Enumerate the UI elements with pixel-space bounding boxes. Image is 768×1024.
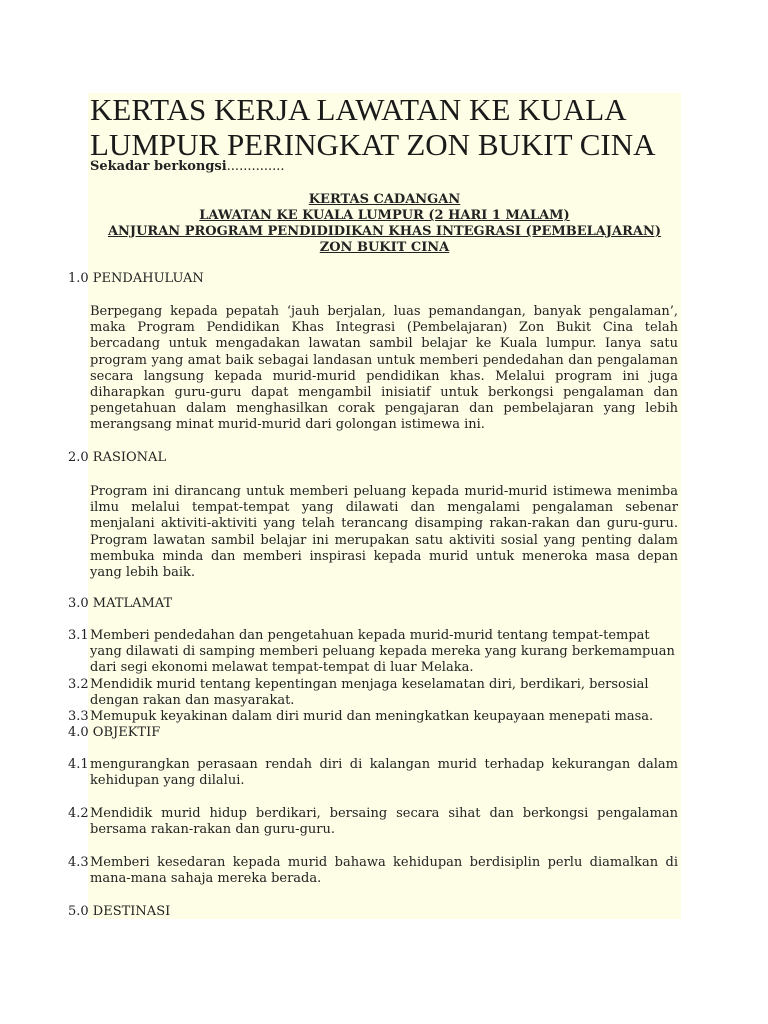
subtitle-dots: .............. <box>226 159 285 174</box>
item-number: 3.2 <box>68 677 89 692</box>
heading-line-1: KERTAS CADANGAN <box>308 192 461 207</box>
paragraph-rasional: Program ini dirancang untuk memberi peluang kepada murid-murid istimewa menimba ilmu melalui tempat-tempat yang dilawati dan mengalami pengalaman sebenar menjalani aktiviti-aktiviti yang telah terancang disamping rakan-rakan dan guru-guru. Program lawatan sambil belajar ini merupakan satu aktiviti sosial yang penting dalam membuka minda dan memberi inspirasi kepada murid untuk meneroka masa depan yang lebih baik. <box>90 484 678 581</box>
item-text: mengurangkan perasaan rendah diri di kalangan murid terhadap kekurangan dalam kehidupan yang dilalui. <box>90 757 678 789</box>
item-number: 4.1 <box>68 757 89 772</box>
document-title: KERTAS KERJA LAWATAN KE KUALA LUMPUR PERINGKAT ZON BUKIT CINA <box>90 92 656 162</box>
item-text: Memupuk keyakinan dalam diri murid dan meningkatkan keupayaan menepati masa. <box>90 709 654 724</box>
subtitle <box>90 159 285 174</box>
section-destinasi: 5.0 DESTINASI <box>68 904 171 919</box>
list-item-3-3 <box>68 709 678 725</box>
list-item-4-1 <box>68 757 678 789</box>
paragraph-pendahuluan: Berpegang kepada pepatah ‘jauh berjalan, luas pemandangan, banyak pengalaman’, maka Program Pendidikan Khas Integrasi (Pembelajaran) Zon Bukit Cina telah bercadang untuk mengadakan lawatan sambil belajar ke Kuala lumpur. Ianya satu program yang amat baik sebagai landasan untuk memberi pendedahan dan pengalaman secara langsung kepada murid-murid pendidikan khas. Melalui program ini juga diharapkan guru-guru dapat mengambil inisiatif untuk berkongsi pengalaman dan pengetahuan dalam menghasilkan corak pengajaran dan pembelajaran yang lebih merangsang minat murid-murid dari golongan istimewa ini. <box>90 304 678 433</box>
list-item-4-2 <box>68 806 678 838</box>
list-item-3-2 <box>68 677 678 709</box>
list-item-4-3 <box>68 855 678 887</box>
section-objektif: 4.0 OBJEKTIF <box>68 725 161 740</box>
item-text: Mendidik murid tentang kepentingan menjaga keselamatan diri, berdikari, bersosial dengan rakan dan masyarakat. <box>90 677 649 709</box>
item-number: 3.3 <box>68 709 89 724</box>
section-matlamat: 3.0 MATLAMAT <box>68 596 173 611</box>
item-number: 3.1 <box>68 628 89 643</box>
section-rasional: 2.0 RASIONAL <box>68 450 167 465</box>
heading-line-4: ZON BUKIT CINA <box>319 240 450 255</box>
subtitle-bold: Sekadar berkongsi <box>90 159 227 174</box>
heading-line-3: ANJURAN PROGRAM PENDIDIDIKAN KHAS INTEGRASI (PEMBELAJARAN) <box>107 224 662 239</box>
item-number: 4.2 <box>68 806 89 821</box>
item-text: Memberi kesedaran kepada murid bahawa kehidupan berdisiplin perlu diamalkan di mana-mana sahaja mereka berada. <box>90 855 678 887</box>
item-text: Memberi pendedahan dan pengetahuan kepada murid-murid tentang tempat-tempat yang dilawati di samping memberi peluang kepada mereka yang kurang berkemampuan dari segi ekonomi melawat tempat-tempat di luar Melaka. <box>90 628 675 676</box>
list-item-3-1 <box>68 628 678 677</box>
item-text: Mendidik murid hidup berdikari, bersaing secara sihat dan berkongsi pengalaman bersama rakan-rakan dan guru-guru. <box>90 806 678 838</box>
heading-line-2: LAWATAN KE KUALA LUMPUR (2 HARI 1 MALAM) <box>199 208 570 223</box>
section-pendahuluan: 1.0 PENDAHULUAN <box>68 271 204 286</box>
item-number: 4.3 <box>68 855 89 870</box>
